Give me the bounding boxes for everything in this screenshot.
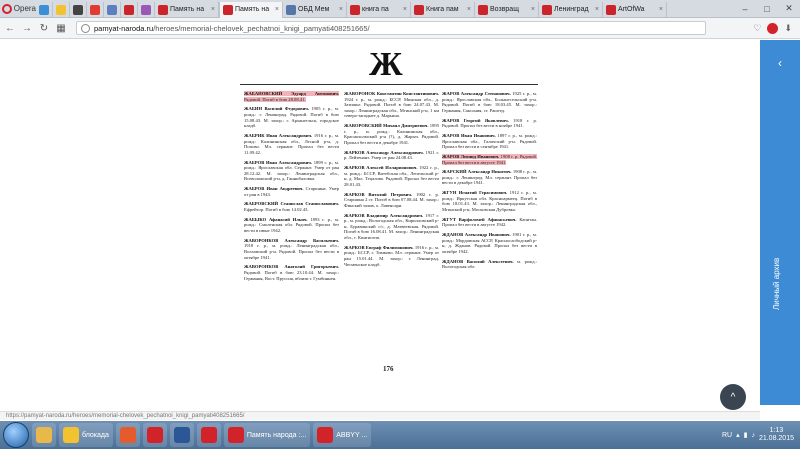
tab-close-icon[interactable]: × (594, 6, 599, 13)
taskbar-item[interactable] (116, 423, 140, 447)
entry-text (244, 186, 339, 197)
tab-label: книга па (362, 6, 389, 13)
book-column-2 (344, 91, 439, 271)
entry-name: ЖАРОВ Леонид Иванович. (442, 153, 500, 159)
entry-details: 1922 г. р., м. рожд.: БССР, Витебская обл., Лепельский р-н, д. Мал. Тецалово. Рядовой. Пропал без вести 28.01.43. (344, 165, 439, 187)
entry-name: ЖДАНОВ Александр Иванович. (442, 232, 511, 238)
entry-name: ЖАВОРОНКОВ Александр Васильевич. (244, 237, 339, 243)
entry-name: ЖАРКОВ Алексей Илларионович. (344, 165, 418, 171)
clock-time: 1:13 (769, 427, 784, 434)
entry-text (442, 91, 537, 113)
entry-text (344, 123, 439, 145)
reload-icon[interactable]: ↻ (39, 22, 49, 34)
entry-text (344, 213, 439, 240)
browser-tab[interactable] (155, 2, 219, 18)
entry-text (244, 106, 339, 128)
book-entry (442, 154, 537, 165)
entry-text (442, 190, 537, 212)
taskbar-app-icon (174, 427, 190, 443)
opera-menu-label: Opera (13, 4, 36, 13)
book-page-number: 176 (383, 365, 394, 373)
network-icon[interactable]: ▮ (743, 432, 748, 439)
entry-text (442, 133, 537, 149)
tab-close-icon[interactable]: × (466, 6, 471, 13)
bookmark-heart-icon[interactable]: ♡ (753, 22, 762, 33)
browser-tab[interactable] (36, 2, 53, 18)
back-icon[interactable]: ← (5, 22, 15, 34)
browser-tab[interactable] (138, 2, 155, 18)
tab-label: Возвращ (490, 6, 519, 13)
entry-details: Старшина. Умер от ран в 1943. (244, 186, 339, 197)
entry-name: ЖАРКОВ Владимир Александрович. (344, 212, 424, 218)
book-entry (442, 217, 537, 228)
tab-label: ArtOfWa (618, 6, 645, 13)
clock-date: 21.08.2015 (758, 435, 794, 442)
start-button[interactable] (3, 422, 29, 448)
entry-details: Рядовой. Погиб в бою 23.10.44. М. захор.: Германия, Вост. Пруссия, вблизи г. Гумбиннен. (244, 269, 339, 281)
book-entry (244, 238, 339, 260)
entry-name: ЖАРКОВ Виталий Петрович. (344, 191, 413, 197)
tab-close-icon[interactable]: × (402, 6, 407, 13)
entry-name: ЖАБАНОВСКИЙ Эдуард Антонович. (244, 91, 339, 96)
tab-close-icon[interactable]: × (530, 6, 535, 13)
entry-name: ЖАРКОВ Евграф Филимонович. (344, 244, 414, 250)
book-entry (244, 264, 339, 281)
entry-text (244, 201, 339, 212)
book-section-letter: Ж (369, 46, 403, 83)
taskbar-item[interactable] (197, 423, 221, 447)
taskbar-item[interactable] (59, 423, 113, 447)
tab-favicon-icon (73, 5, 83, 15)
address-bar-actions (753, 23, 800, 34)
book-entry (244, 160, 339, 182)
entry-text (442, 232, 537, 254)
taskbar-app-icon (201, 427, 217, 443)
book-entry (442, 190, 537, 212)
url-domain: pamyat-naroda.ru (94, 23, 154, 33)
tab-label: Книга пам (426, 6, 459, 13)
book-entry (244, 91, 339, 102)
taskbar-app-icon (228, 427, 244, 443)
system-tray (722, 427, 800, 443)
entry-text (344, 192, 439, 208)
entry-name: ЖАБРОВ Иван Александрович. (244, 159, 313, 165)
address-bar (0, 18, 800, 39)
entry-details: 1918 г. р. Рядовой. Пропал без вести в ноябре 1941. (442, 117, 538, 129)
entry-details: 1908 г. р., м. рожд.: г. Ленинград. Мл. сержант. Пропал без вести в декабре 1941. (442, 169, 537, 186)
tab-favicon-icon (478, 5, 488, 15)
tab-favicon-icon (158, 5, 168, 15)
book-entry (244, 186, 339, 197)
tab-favicon-icon (56, 5, 66, 15)
browser-tab[interactable] (347, 2, 411, 18)
book-entry (442, 118, 537, 129)
book-entry (344, 192, 439, 209)
taskbar-item[interactable] (224, 423, 310, 447)
tab-favicon-icon (223, 5, 233, 15)
book-entry (344, 165, 439, 187)
entry-name: ЖАРОВ Александр Степанович. (442, 91, 511, 96)
entry-details: 1893 г. р., м. рожд.: Смоленская обл. Рядовой. Пропал без вести в июне 1942. (244, 216, 339, 233)
entry-details: 1895 г. р., м. рожд.: Калининская обл., Краснохолмский р-н (?), д. Жарыч. Рядовой. Пропал без вести в декабре 1941. (344, 123, 439, 145)
scroll-to-top-button[interactable]: ^ (720, 384, 746, 410)
book-entry (442, 169, 537, 186)
entry-name: ЖГУТ Варфоломей Афанасьевич. (442, 216, 517, 222)
personal-archive-sidebar[interactable] (760, 40, 800, 405)
entry-details: 1924 г. р., м. рожд.: БССР, Минская обл., д. Затишье. Рядовой. Погиб в бою 24.07.43. М. захор.: Ленинградская обл., Мгинский р-н, 1 км северо-западнее д. Марьино. (344, 96, 439, 119)
opera-menu-button[interactable] (0, 0, 36, 18)
taskbar-item[interactable] (32, 423, 56, 447)
taskbar-item[interactable] (143, 423, 167, 447)
speed-dial-icon[interactable]: ▦ (56, 22, 66, 34)
entry-details: м. рожд.: Вологодская обл. (442, 258, 537, 270)
book-entry (344, 91, 439, 119)
entry-text (344, 150, 439, 161)
taskbar-item-label: блокада (82, 431, 109, 439)
entry-details: 1905 г. р., м. рожд.: г. Ленинград. Рядовой. Погиб в бою 15.08.43. М. захор.: г. Архангельск, городское кладб. (244, 106, 339, 129)
volume-icon[interactable]: ♪ (751, 431, 755, 439)
entry-text (244, 238, 339, 260)
tab-list (36, 0, 667, 18)
taskbar-app-icon (36, 427, 52, 443)
entry-name: ЖАРСКИЙ Александр Никитич. (442, 169, 512, 175)
entry-details: Ефрейтор. Погиб в бою 14.02.43. (244, 207, 309, 213)
tab-favicon-icon (107, 5, 117, 15)
entry-details: Капитан. Пропал без вести в августе 1942. (442, 216, 537, 228)
taskbar-item-label: ABBYY ... (336, 431, 368, 439)
book-entry (244, 217, 339, 234)
window-controls (734, 0, 800, 18)
tab-label: ОБД Мем (298, 6, 330, 13)
book-entry (344, 213, 439, 241)
book-entry (344, 150, 439, 161)
browser-tab[interactable] (411, 2, 475, 18)
entry-name: ЖАБРИК Иван Александрович. (244, 132, 313, 138)
book-entry (442, 232, 537, 254)
opera-logo-icon (2, 4, 12, 14)
url-path: /heroes/memorial-chelovek_pechatnoi_knigi_pamyati408251665/ (153, 23, 370, 33)
entry-text (344, 91, 439, 118)
entry-details: 1921 г. р. Лейтенант. Умер от ран 24.08.43. (344, 149, 439, 161)
tab-favicon-icon (90, 5, 100, 15)
entry-text (442, 118, 537, 129)
browser-tab[interactable] (104, 2, 121, 18)
status-bar-url: https://pamyat-naroda.ru/heroes/memorial-chelovek_pechatnoi_knigi_pamyati408251665/ (0, 411, 760, 420)
book-entry (442, 91, 537, 113)
entry-details: 1897 г. р., м. рожд.: Ярославская обл., Галичский р-н. Рядовой. Пропал без вести в сентябре 1941. (442, 132, 537, 150)
clock[interactable] (759, 427, 794, 443)
minimize-icon[interactable]: – (742, 3, 748, 14)
book-header-rule (240, 84, 538, 85)
tab-favicon-icon (606, 5, 616, 15)
highlighted-entry-text (244, 91, 339, 102)
entry-details: 1916 г. р., м. рожд.: Калининская обл., Лесной р-н, д. Попово. Мл. сержант. Пропал без вести 11.09.42. (244, 132, 339, 155)
entry-text (244, 133, 339, 155)
tab-strip (0, 0, 800, 18)
taskbar-item[interactable] (313, 423, 371, 447)
entry-details: 1899 г. р., м. рожд.: Ярославская обл. Сержант. Умер от ран 28.12.42. М. захор.: Ленинградская обл., Всеволожский р-н, д. Ганнибаловка. (244, 159, 339, 182)
entry-details: 1901 г. р., м. рожд.: Мордовская АССР, Краснослободский р-н, д. Жданов. Рядовой. Пропал без вести в октябре 1942. (442, 232, 537, 254)
taskbar-app-icon (120, 427, 136, 443)
download-icon[interactable]: ⬇ (784, 22, 792, 33)
entry-details: 1908 г. р. Рядовой. Пропал без вести в августе 1941. (442, 153, 537, 165)
book-entry (244, 133, 339, 155)
language-indicator[interactable]: RU (721, 431, 733, 439)
sidebar-label: Личный архив (772, 257, 781, 310)
tab-label: Ленинград (554, 6, 589, 13)
browser-tab[interactable] (121, 2, 138, 18)
globe-icon (81, 24, 90, 33)
entry-details: 1917 г. р., м. рожд.: Вологодская обл., Кирилловский р-н, Буравинский с/с, д. Матвеевская. Рядовой. Погиб в бою 16.08.41. М. захор.: Ленинградская обл., г. Кингисепп. (344, 212, 439, 240)
maximize-icon[interactable]: □ (764, 3, 770, 14)
tray-arrow-icon[interactable]: ▴ (736, 432, 740, 439)
book-column-1 (244, 91, 339, 285)
taskbar-items (29, 423, 371, 447)
entry-name: ЖАБРОВ Иван Андреевич. (244, 186, 304, 192)
entry-details: 1902 г. р. Старшина 2 ст. Погиб в бою 07.08.44. М. захор.: Финский залив, о. Лавенсари. (344, 191, 439, 208)
forward-icon[interactable]: → (22, 22, 32, 34)
tab-favicon-icon (542, 5, 552, 15)
entry-name: ЖАРКОВ Александр Александрович. (344, 149, 424, 155)
tab-favicon-icon (286, 5, 296, 15)
entry-name: ЖАБИН Василий Федорович. (244, 106, 309, 112)
tab-favicon-icon (141, 5, 151, 15)
taskbar-app-icon (63, 427, 79, 443)
entry-text (344, 245, 439, 267)
entry-details: 1918 г. р., м. рожд.: Ленинградская обл., Волховский р-н. Рядовой. Пропал без вести в октябре 1941. (244, 243, 339, 260)
book-entry (442, 259, 537, 270)
browser-tab[interactable] (70, 2, 87, 18)
tab-favicon-icon (39, 5, 49, 15)
tab-close-icon[interactable]: × (274, 6, 279, 13)
close-window-icon[interactable]: ✕ (785, 3, 793, 13)
tab-favicon-icon (350, 5, 360, 15)
entry-details: 1925 г. р., м. рожд.: Ярославская обл., Большесельский р-н. Рядовой. Погиб в бою 18.03.45. М. захор.: Германия, Саксония, ст. Раштед. (442, 91, 537, 113)
tab-close-icon[interactable]: × (210, 6, 215, 13)
browser-tab[interactable] (219, 2, 283, 18)
book-entry (344, 245, 439, 267)
entry-name: ЖГУН Игнатий Герасимович. (442, 190, 508, 196)
book-entry (344, 123, 439, 145)
entry-name: ЖАРОВ Георгий Яковлевич. (442, 117, 509, 123)
opera-turbo-icon[interactable] (767, 23, 778, 34)
entry-text (344, 165, 439, 187)
entry-text (244, 264, 339, 280)
browser-tab[interactable] (539, 2, 603, 18)
browser-tab[interactable] (283, 2, 347, 18)
entry-details: Рядовой. Погиб в бою 28.08.41. (244, 96, 306, 102)
entry-details: 1916 г. р., м. рожд.: БССР, г. Тимково. Мл. сержант. Умер от ран 15.01.44. М. захор.: г. Ленинград, Чесменское кладб. (344, 244, 439, 267)
entry-name: ЖАВОРОНОК Константин Константинович. (344, 91, 439, 96)
entry-text (244, 217, 339, 233)
tab-close-icon[interactable]: × (338, 6, 343, 13)
entry-name: ЖАБЫКО Афанасий Ильич. (244, 216, 308, 222)
book-entry (244, 201, 339, 212)
tab-close-icon[interactable]: × (658, 6, 663, 13)
taskbar-app-icon (147, 427, 163, 443)
entry-name: ЖАВОРОНКОВ Анатолий Григорьевич. (244, 264, 339, 270)
tab-label: Память на (170, 6, 205, 13)
book-entry (244, 106, 339, 128)
entry-text (442, 169, 537, 185)
taskbar-app-icon (317, 427, 333, 443)
taskbar-item-label: Память народа :... (246, 431, 307, 439)
taskbar-item[interactable] (170, 423, 194, 447)
sidebar-collapse-icon[interactable]: ‹ (778, 56, 782, 70)
entry-name: ЖДАНОВ Василий Алексеевич. (442, 258, 514, 264)
entry-name: ЖАБРОВСКИЙ Станислав Станиславович. (244, 201, 339, 207)
browser-tab[interactable] (475, 2, 539, 18)
book-entry (442, 133, 537, 150)
entry-text (442, 259, 537, 270)
browser-tab[interactable] (87, 2, 104, 18)
windows-taskbar (0, 421, 800, 449)
entry-text (244, 160, 339, 182)
url-field[interactable] (76, 21, 706, 35)
tab-favicon-icon (414, 5, 424, 15)
browser-tab[interactable] (53, 2, 70, 18)
browser-tab[interactable] (603, 2, 667, 18)
tab-label: Память на (235, 6, 270, 13)
entry-name: ЖАРОВ Иван Иванович. (442, 132, 496, 138)
tab-favicon-icon (124, 5, 134, 15)
book-column-3 (442, 91, 537, 274)
highlighted-entry-text (442, 154, 537, 165)
entry-text (442, 217, 537, 228)
entry-name: ЖАВОРОВСКИЙ Михаил Дмитриевич. (344, 123, 429, 129)
entry-details: 1912 г. р., м. рожд.: Иркутская обл. Красноармеец. Погиб в бою 18.01.43. М. захор.: Ленинградская обл., Мгинский р-н, Московская Дубровка. (442, 190, 537, 213)
